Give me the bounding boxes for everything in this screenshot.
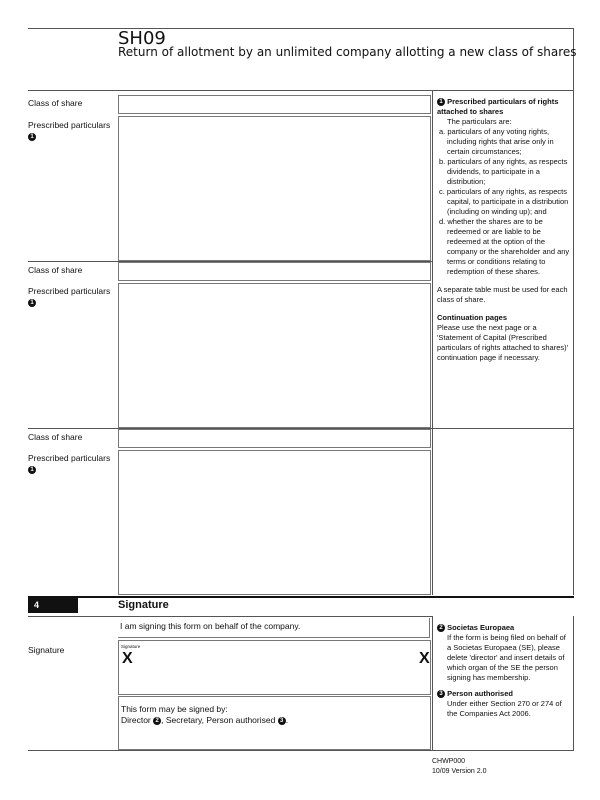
signature-box[interactable] (118, 640, 431, 695)
note-1-icon: 1 (28, 133, 36, 141)
sign-here-mark-left: X (122, 650, 133, 667)
form-code: SH09 (118, 28, 166, 49)
note-2-icon: 2 (153, 717, 161, 725)
rights-item: b. particulars of any rights, as respects dividends, to participate in a distribution; (439, 157, 568, 186)
line-end: . (285, 715, 289, 725)
rights-guidance-panel (437, 97, 570, 363)
prescribed-particulars-text: Prescribed particulars (28, 286, 111, 296)
right-frame (573, 90, 574, 595)
signature-box-label: Signature (121, 644, 141, 649)
prescribed-particulars-input[interactable] (118, 283, 431, 428)
rights-guidance-heading (437, 97, 570, 117)
may-be-signed-text (121, 704, 288, 726)
prescribed-particulars-input[interactable] (118, 116, 431, 261)
prescribed-particulars-label (28, 120, 110, 142)
prescribed-particulars-input[interactable] (118, 450, 431, 595)
sig-guidance-divider (432, 616, 433, 750)
note-1-icon: 1 (28, 466, 36, 474)
footer-version: 10/09 Version 2.0 (432, 768, 487, 775)
table-top-rule (28, 90, 574, 91)
signature-section-rule (28, 616, 432, 617)
se-text: If the form is being filed on behalf of a Societas Europaea (SE), please delete 'director' and insert details of which organ of the SE the person signing has membership. (447, 633, 566, 682)
signature-label: Signature (28, 645, 65, 655)
separate-table-note: A separate table must be used for each class of share. (437, 285, 568, 304)
class-of-share-input[interactable] (118, 429, 431, 448)
rights-guidance-title: Prescribed particulars of rights attached to shares (437, 97, 559, 116)
footer-code: CHWP000 (432, 758, 466, 765)
se-title: Societas Europaea (447, 623, 515, 632)
form-title: Return of allotment by an unlimited company allotting a new class of shares (118, 45, 577, 59)
section-heading: Signature (118, 599, 169, 611)
pa-text: Under either Section 270 or 274 of the Companies Act 2006. (447, 699, 562, 718)
sign-here-mark-right: X (419, 650, 430, 667)
prescribed-particulars-text: Prescribed particulars (28, 453, 111, 463)
pa-heading (437, 689, 570, 699)
right-frame-top (573, 28, 574, 90)
se-heading (437, 623, 570, 633)
class-of-share-input[interactable] (118, 95, 431, 114)
bottom-rule (28, 750, 574, 751)
guidance-divider (432, 90, 433, 595)
prescribed-particulars-text: Prescribed particulars (28, 120, 111, 130)
note-1-icon: 1 (437, 98, 445, 106)
signature-guidance-panel (437, 623, 570, 719)
pa-title: Person authorised (447, 689, 513, 698)
section-number-badge (28, 598, 78, 613)
class-of-share-input[interactable] (118, 262, 431, 281)
top-rule (28, 28, 574, 29)
prescribed-particulars-label (28, 453, 110, 475)
section-rule (28, 596, 574, 598)
note-2-icon: 2 (437, 624, 445, 632)
note-3-icon: 3 (278, 717, 286, 725)
rights-item: c. particulars of any rights, as respects capital, to participate in a distribution (including on winding up); and (439, 187, 569, 216)
class-of-share-label: Class of share (28, 432, 83, 442)
continuation-text: Please use the next page or a 'Statement of Capital (Prescribed particulars of rights attached to shares)' continuation page if necessary. (437, 323, 569, 362)
class-of-share-label: Class of share (28, 98, 83, 108)
rights-intro: The particulars are: (447, 117, 512, 126)
note-3-icon: 3 (437, 690, 445, 698)
secretary-person-label: , Secretary, Person authorised (161, 715, 276, 725)
director-label: Director (121, 715, 151, 725)
right-frame-lower (573, 616, 574, 750)
note-1-icon: 1 (28, 299, 36, 307)
behalf-statement: I am signing this form on behalf of the company. (120, 621, 301, 631)
continuation-title: Continuation pages (437, 313, 507, 322)
may-be-signed-line1: This form may be signed by: (121, 704, 228, 714)
rights-item: d. whether the shares are to be redeemed or are liable to be redeemed at the option of the company or the shareholder and any terms or conditions relating to redemption of these shares. (439, 217, 570, 276)
rights-item: a. particulars of any voting rights, including rights that arise only in certain circumstances; (439, 127, 554, 156)
prescribed-particulars-label (28, 286, 110, 308)
class-of-share-label: Class of share (28, 265, 83, 275)
section-number: 4 (34, 600, 40, 610)
